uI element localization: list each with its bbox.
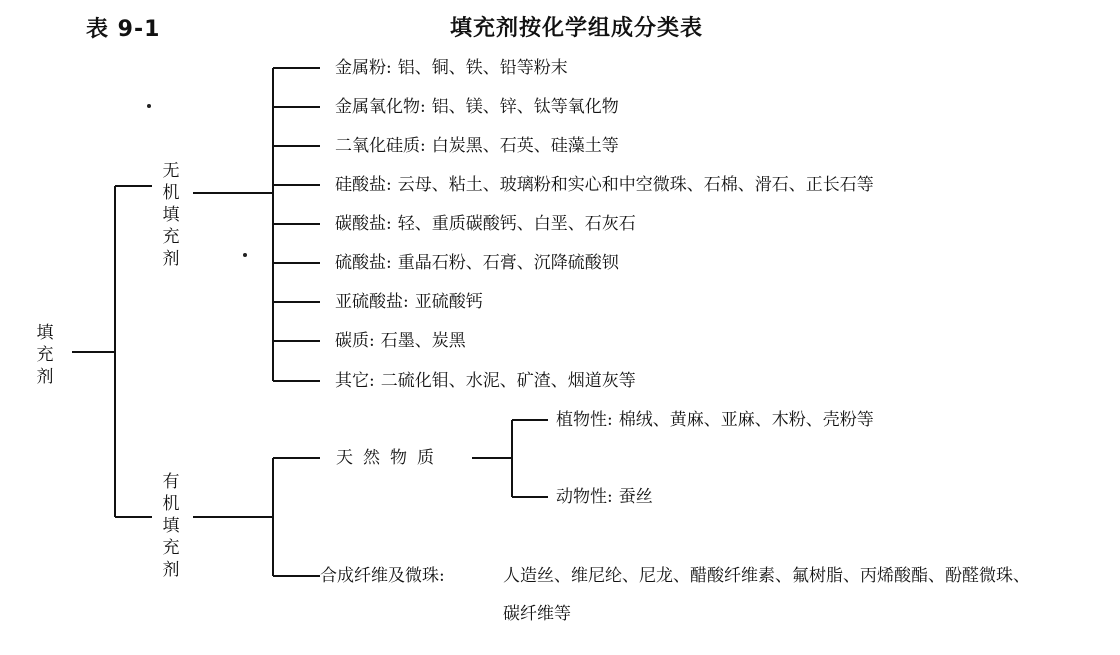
item-key: 二氧化硅质:	[335, 136, 426, 156]
item-value: 二硫化钼、水泥、矿渣、烟道灰等	[380, 371, 636, 391]
inorganic-item	[335, 330, 466, 352]
item-value: 铝、镁、锌、钛等氧化物	[431, 97, 619, 117]
inorganic-label: 无机填充剂	[162, 161, 180, 269]
item-value: 白炭黑、石英、硅藻土等	[431, 136, 619, 156]
inorganic-item	[335, 135, 619, 157]
natural-label: 天然物质	[336, 448, 444, 468]
item-key: 亚硫酸盐:	[335, 292, 409, 312]
item-key: 碳质:	[335, 331, 375, 351]
inorganic-item	[335, 370, 636, 392]
inorganic-item	[335, 291, 483, 313]
item-key: 硫酸盐:	[335, 253, 392, 273]
inorganic-item	[335, 252, 619, 274]
synthetic-value-line1: 人造丝、维尼纶、尼龙、醋酸纤维素、氟树脂、丙烯酸酯、酚醛微珠、	[503, 566, 1030, 586]
diagram-title: 填充剂按化学组成分类表	[450, 16, 704, 41]
inorganic-item	[335, 57, 568, 79]
synthetic-key: 合成纤维及微珠:	[320, 566, 445, 586]
scan-speck	[243, 253, 247, 257]
item-value: 铝、铜、铁、铅等粉末	[397, 58, 568, 78]
scan-speck	[147, 104, 151, 108]
item-value: 蚕丝	[618, 487, 653, 507]
natural-item	[556, 409, 874, 431]
inorganic-item	[335, 213, 636, 235]
table-number: 表 9-1	[86, 17, 161, 42]
item-value: 亚硫酸钙	[414, 292, 483, 312]
item-key: 碳酸盐:	[335, 214, 392, 234]
item-value: 重晶石粉、石膏、沉降硫酸钡	[397, 253, 619, 273]
item-value: 轻、重质碳酸钙、白垩、石灰石	[397, 214, 636, 234]
inorganic-item	[335, 174, 874, 196]
item-key: 其它:	[335, 371, 375, 391]
synthetic-value-line2: 碳纤维等	[503, 604, 571, 624]
item-key: 植物性:	[556, 410, 613, 430]
organic-label: 有机填充剂	[162, 472, 180, 580]
item-value: 棉绒、黄麻、亚麻、木粉、壳粉等	[618, 410, 874, 430]
item-key: 硅酸盐:	[335, 175, 392, 195]
item-key: 动物性:	[556, 487, 613, 507]
item-key: 金属氧化物:	[335, 97, 426, 117]
inorganic-item	[335, 96, 619, 118]
item-key: 金属粉:	[335, 58, 392, 78]
natural-item	[556, 486, 653, 508]
root-label: 填充剂	[36, 323, 54, 387]
item-value: 云母、粘土、玻璃粉和实心和中空微珠、石棉、滑石、正长石等	[397, 175, 874, 195]
item-value: 石墨、炭黑	[380, 331, 466, 351]
